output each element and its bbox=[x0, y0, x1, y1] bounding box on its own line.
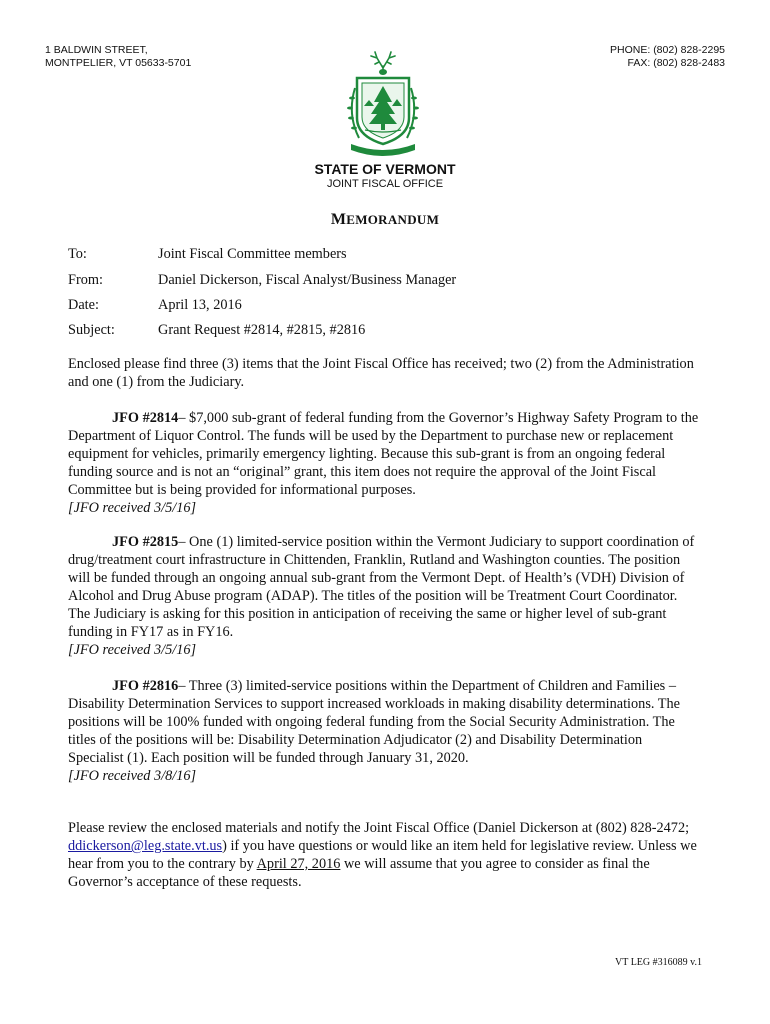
memo-field-value: April 13, 2016 bbox=[158, 297, 242, 313]
office-address bbox=[45, 44, 191, 70]
memo-field-value: Grant Request #2814, #2815, #2816 bbox=[158, 322, 366, 338]
deadline-date: April 27, 2016 bbox=[256, 856, 341, 872]
phone-number: PHONE: (802) 828-2295 bbox=[610, 44, 725, 56]
closing-text-2: ) if you have questions or would like an item held for legislative review. Unless we hear from you to the contrary by bbox=[68, 838, 697, 872]
state-title: STATE OF VERMONT bbox=[314, 161, 456, 177]
memo-field-label: From: bbox=[68, 272, 103, 288]
memo-field-value: Daniel Dickerson, Fiscal Analyst/Business Manager bbox=[158, 272, 457, 288]
vermont-state-seal-icon bbox=[341, 44, 425, 156]
document-reference: VT LEG #316089 v.1 bbox=[615, 957, 702, 968]
memo-field-label: To: bbox=[68, 246, 87, 262]
received-date: [JFO received 3/5/16] bbox=[68, 642, 197, 658]
received-date: [JFO received 3/5/16] bbox=[68, 500, 197, 516]
grant-item-id: JFO #2814 bbox=[112, 410, 179, 426]
closing-paragraph bbox=[68, 819, 701, 891]
memo-title bbox=[0, 211, 770, 229]
grant-item-text: – Three (3) limited-service positions within the Department of Children and Families – Disability Determination Services to support increased workloads in making disability determinations. The positions will be 100% funded with ongoing federal funding from the Social Security Administration. The titles of the positions will be: Disability Determination Adjudicator (2) and Disability Determination Specialist (1). Each position will be funded through January 31, 2020. bbox=[68, 678, 680, 766]
closing-text-3: we will assume that you agree to consider as final the Governor’s acceptance of these requests. bbox=[68, 856, 650, 890]
memo-field-value: Joint Fiscal Committee members bbox=[158, 246, 347, 262]
memo-title-rest: EMORANDUM bbox=[346, 212, 440, 227]
memo-field-label: Subject: bbox=[68, 322, 115, 338]
office-contact bbox=[610, 44, 725, 70]
memo-title-initial: M bbox=[330, 211, 347, 228]
address-line-1: 1 BALDWIN STREET, bbox=[45, 44, 148, 56]
closing-text-1: Please review the enclosed materials and notify the Joint Fiscal Office (Daniel Dickerson at (802) 828-2472; bbox=[68, 820, 690, 836]
contact-email-link[interactable]: ddickerson@leg.state.vt.us bbox=[68, 838, 223, 854]
address-line-2: MONTPELIER, VT 05633-5701 bbox=[45, 57, 192, 69]
grant-item-2814 bbox=[68, 409, 701, 517]
grant-item-id: JFO #2816 bbox=[112, 678, 179, 694]
memo-field-label: Date: bbox=[68, 297, 99, 313]
fax-number: FAX: (802) 828-2483 bbox=[627, 57, 725, 69]
intro-paragraph: Enclosed please find three (3) items that the Joint Fiscal Office has received; two (2) from the Administration and one (1) from the Judiciary. bbox=[68, 356, 694, 390]
grant-item-2815 bbox=[68, 533, 701, 659]
grant-item-2816 bbox=[68, 677, 701, 785]
office-name: JOINT FISCAL OFFICE bbox=[326, 178, 444, 190]
grant-item-text: – One (1) limited-service position within the Vermont Judiciary to support coordination of drug/treatment court infrastructure in Chittenden, Franklin, Rutland and Washington counties. The position will be funded through an ongoing annual sub-grant from the Vermont Dept. of Health’s (VDH) Division of Alcohol and Drug Abuse program (ADAP). The titles of the position will be Treatment Court Coordinator. The Judiciary is asking for this position in anticipation of receiving the same or higher level of sub-grant funding in FY17 as in FY16. bbox=[68, 534, 695, 640]
grant-item-text: – $7,000 sub-grant of federal funding from the Governor’s Highway Safety Program to the Department of Liquor Control. The funds will be used by the Department to purchase new or replacement equipment for vehicles, primarily emergency lighting. Because this sub-grant is from an ongoing federal funding source and is not an “original” grant, this item does not require the approval of the Joint Fiscal Committee but is being provided for informational purposes. bbox=[68, 410, 699, 498]
received-date: [JFO received 3/8/16] bbox=[68, 768, 197, 784]
grant-item-id: JFO #2815 bbox=[112, 534, 179, 550]
